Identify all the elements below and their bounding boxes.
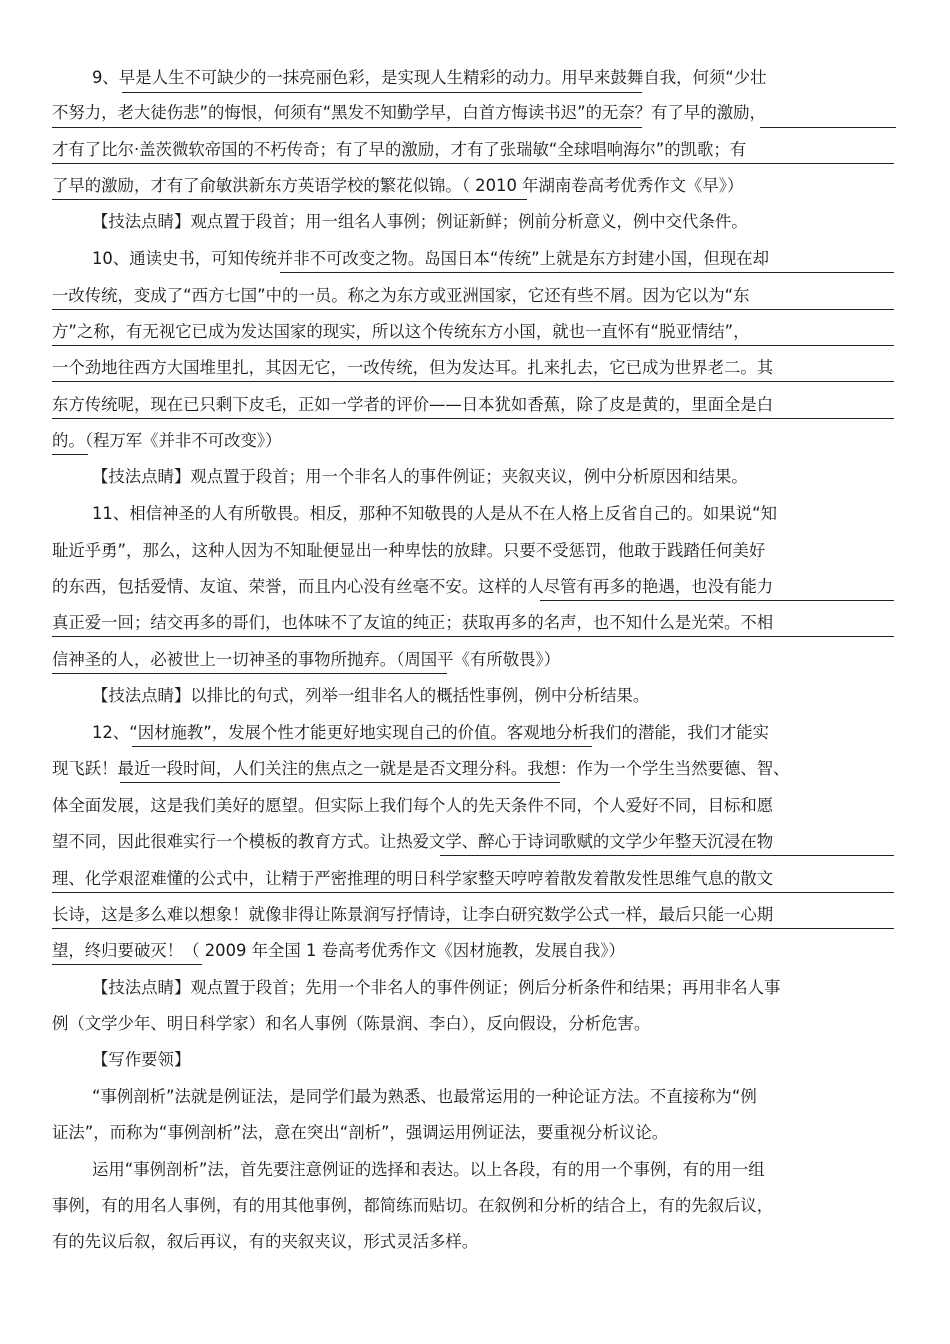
underline [540, 600, 894, 601]
text-line: 真正爱一回；结交再多的哥们，也体味不了友谊的纯正；获取再多的名声，也不知什么是光荣。不相 [52, 613, 774, 632]
text-line: 事例，有的用名人事例，有的用其他事例，都简练而贴切。在叙例和分析的结合上，有的先叙后议， [52, 1196, 774, 1215]
tip-line: 【技法点睛】以排比的句式，列举一组非名人的概括性事例，例中分析结果。 [92, 686, 650, 705]
text-line: 不努力，老大徒伤悲”的悔恨，何须有“黑发不知勤学早，白首方悔读书迟”的无奈？有了早的激励， [52, 103, 766, 122]
tip-line: 【技法点睛】观点置于段首；先用一个非名人的事件例证；例后分析条件和结果；再用非名人事 [92, 978, 781, 997]
text-line: 才有了比尔·盖茨微软帝国的不朽传奇；有了早的激励，才有了张瑞敏“全球唱响海尔”的凯歌；有 [52, 140, 747, 159]
text-line: 方”之称，有无视它已成为发达国家的现实，所以这个传统东方小国，就也一直怀有“脱亚情结”， [52, 322, 750, 341]
text-line: 有的先议后叙，叙后再议，有的夹叙夹议，形式灵活多样。 [52, 1232, 479, 1251]
underline [52, 636, 894, 637]
underline [52, 345, 894, 346]
text-line: 一改传统，变成了“西方七国”中的一员。称之为东方或亚洲国家，它还有些不屑。因为它以为“东 [52, 286, 750, 305]
underline [52, 163, 894, 164]
underline [52, 928, 894, 929]
text-line: 一个劲地往西方大国堆里扎，其因无它，一改传统，但为发达耳。扎来扎去，它已成为世界老二。其 [52, 358, 774, 377]
text-line: 运用“事例剖析”法，首先要注意例证的选择和表达。以上各段，有的用一个事例，有的用一组 [92, 1160, 765, 1179]
underline [52, 309, 894, 310]
text-line: 10、通读史书，可知传统并非不可改变之物。岛国日本“传统”上就是东方封建小国，但现在却 [92, 249, 770, 268]
text-line: 9、早是人生不可缺少的一抹亮丽色彩，是实现人生精彩的动力。用早来鼓舞自我，何须“少壮 [92, 68, 767, 87]
underline [120, 782, 560, 783]
underline [440, 855, 894, 856]
tip-line: 例（文学少年、明日科学家）和名人事例（陈景润、李白），反向假设，分析危害。 [52, 1014, 651, 1033]
underline [122, 92, 642, 93]
text-line: 望，终归要破灭！（ 2009 年全国 1 卷高考优秀作文《因材施教，发展自我》） [52, 941, 625, 960]
underline [52, 673, 447, 674]
text-line: 12、“因材施教”，发展个性才能更好地实现自己的价值。客观地分析我们的潜能，我们才能实 [92, 723, 770, 742]
underline [52, 454, 88, 455]
text-line: 望不同，因此很难实行一个模板的教育方式。让热爱文学、醉心于诗词歌赋的文学少年整天沉浸在物 [52, 832, 774, 851]
underline [52, 381, 894, 382]
tip-line: 【技法点睛】观点置于段首；用一组名人事例；例证新鲜；例前分析意义，例中交代条件。 [92, 212, 748, 231]
text-line: 理、化学艰涩难懂的公式中，让精于严密推理的明日科学家整天哼哼着散发着散发性思维气息的散文 [52, 869, 774, 888]
text-line: 东方传统呢，现在已只剩下皮毛，正如一学者的评价——日本犹如香蕉，除了皮是黄的，里面全是白 [52, 395, 774, 414]
text-line: 的东西，包括爱情、友谊、荣誉，而且内心没有丝毫不安。这样的人尽管有再多的艳遇，也没有能力 [52, 577, 774, 596]
text-line: “事例剖析”法就是例证法，是同学们最为熟悉、也最常运用的一种论证方法。不直接称为“例 [92, 1087, 757, 1106]
underline [52, 892, 894, 893]
text-line: 耻近乎勇”，那么，这种人因为不知耻便显出一种卑怯的放肆。只要不受惩罚，他敢于践踏任何美好 [52, 541, 766, 560]
text-line: 证法”，而称为“事例剖析”法，意在突出“剖析”，强调运用例证法，要重视分析议论。 [52, 1123, 669, 1142]
underline [132, 746, 592, 747]
underline [760, 127, 896, 128]
tip-line: 【技法点睛】观点置于段首；用一个非名人的事件例证；夹叙夹议，例中分析原因和结果。 [92, 467, 748, 486]
underline [52, 127, 642, 128]
underline [52, 418, 894, 419]
underline [52, 199, 527, 200]
section-heading: 【写作要领】 [92, 1050, 191, 1069]
text-line: 11、相信神圣的人有所敬畏。相反，那种不知敬畏的人是从不在人格上反省自己的。如果说“知 [92, 504, 777, 523]
underline [280, 272, 894, 273]
text-line: 信神圣的人，必被世上一切神圣的事物所抛弃。（周国平《有所敬畏》） [52, 650, 561, 669]
underline [52, 964, 202, 965]
text-line: 了早的激励，才有了俞敏洪新东方英语学校的繁花似锦。（ 2010 年湖南卷高考优秀作文《早》） [52, 176, 744, 195]
text-line: 现飞跃！最近一段时间，人们关注的焦点之一就是是否文理分科。我想：作为一个学生当然要德、智、 [52, 759, 790, 778]
text-line: 长诗，这是多么难以想象！就像非得让陈景润写抒情诗，让李白研究数学公式一样，最后只能一心期 [52, 905, 774, 924]
text-line: 的。（程万军《并非不可改变》） [52, 431, 282, 450]
text-line: 体全面发展，这是我们美好的愿望。但实际上我们每个人的先天条件不同，个人爱好不同，目标和愿 [52, 796, 774, 815]
